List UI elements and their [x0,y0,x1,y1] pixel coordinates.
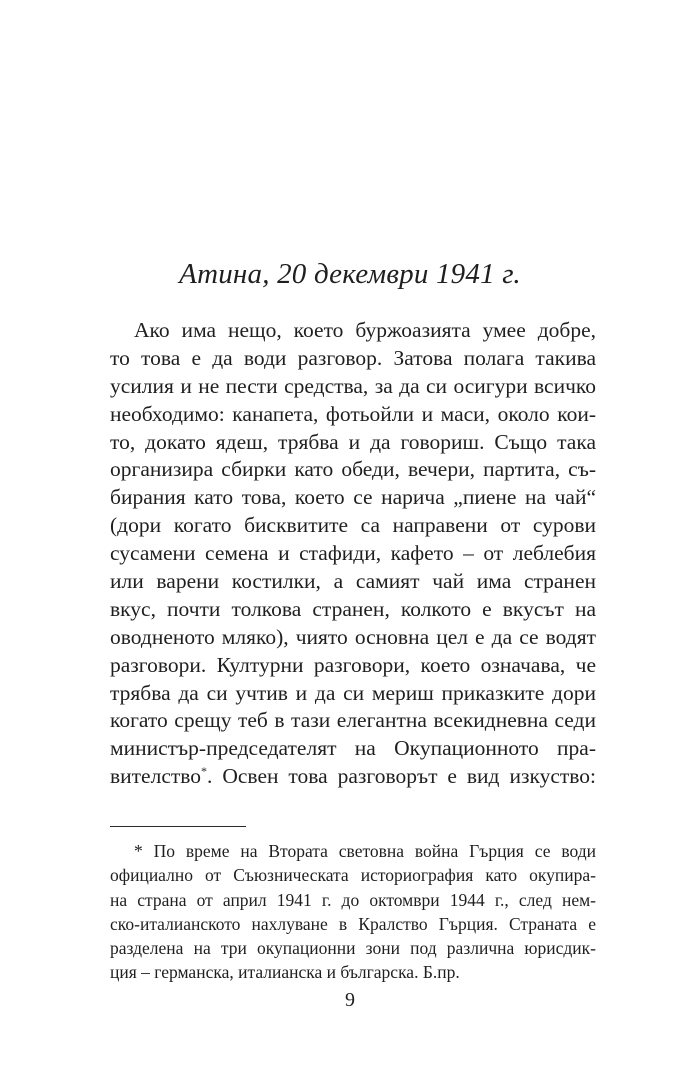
body-line-last [110,763,596,791]
footnote-line: официално от Съюзническата историография като окупира- [110,865,596,886]
body-line: или варени костилки, а самият чай има странен [110,569,596,594]
body-line: необходимо: канапета, фотьойли и маси, около кои- [110,401,596,426]
body-line: министър-председателят на Окупационното пра- [110,736,596,761]
body-line: то, докато ядеш, трябва и да говориш. Също така [110,429,596,454]
body-text [110,317,596,791]
body-line: оводненото мляко), чиято основна цел е да се водят [110,624,596,649]
chapter-title: Атина, 20 декември 1941 г. [179,258,521,290]
footnote-reference-mark[interactable]: * [201,764,208,779]
body-line: Ако има нещо, което буржоазията умее добре, [134,318,596,342]
body-line: когато срещу теб в тази елегантна всекидневна седи [110,708,596,733]
body-line: сусамени семена и стафиди, кафето – от леблебия [110,541,596,566]
body-line: то това е да води разговор. Затова полага такива [110,345,596,370]
body-line: организира сбирки като обеди, вечери, партита, съ- [110,457,596,482]
body-line: трябва да си учтив и да си мериш приказките дори [110,680,596,705]
footnote [110,839,596,985]
body-line: (дори когато бисквитите са направени от сурови [110,513,596,538]
body-line-segment: . Освен това разговорът е вид изкуство: [207,764,596,789]
footnote-line: на страна от април 1941 г. до октомври 1944 г., след нем- [110,889,596,910]
footnote-line: ция – германска, италианска и българска. Б.пр. [110,962,460,983]
body-line: бирания като това, което се нарича „пиене на чай“ [110,485,596,510]
body-line: вкус, почти толкова странен, колкото е вкусът на [110,596,596,621]
footnote-line: * По време на Втората световна война Гърция се води [134,841,596,861]
footnote-divider [110,826,246,827]
page-number: 9 [345,989,355,1011]
body-line: усилия и не пести средства, за да си осигури всичко [110,373,596,398]
footnote-line: разделена на три окупационни зони под различна юрисдик- [110,938,596,959]
body-line: разговори. Културни разговори, което означава, че [110,652,596,677]
footnote-line: ско-италианското нахлуване в Кралство Гърция. Страната е [110,913,596,934]
body-line-segment: вителство [110,764,202,789]
